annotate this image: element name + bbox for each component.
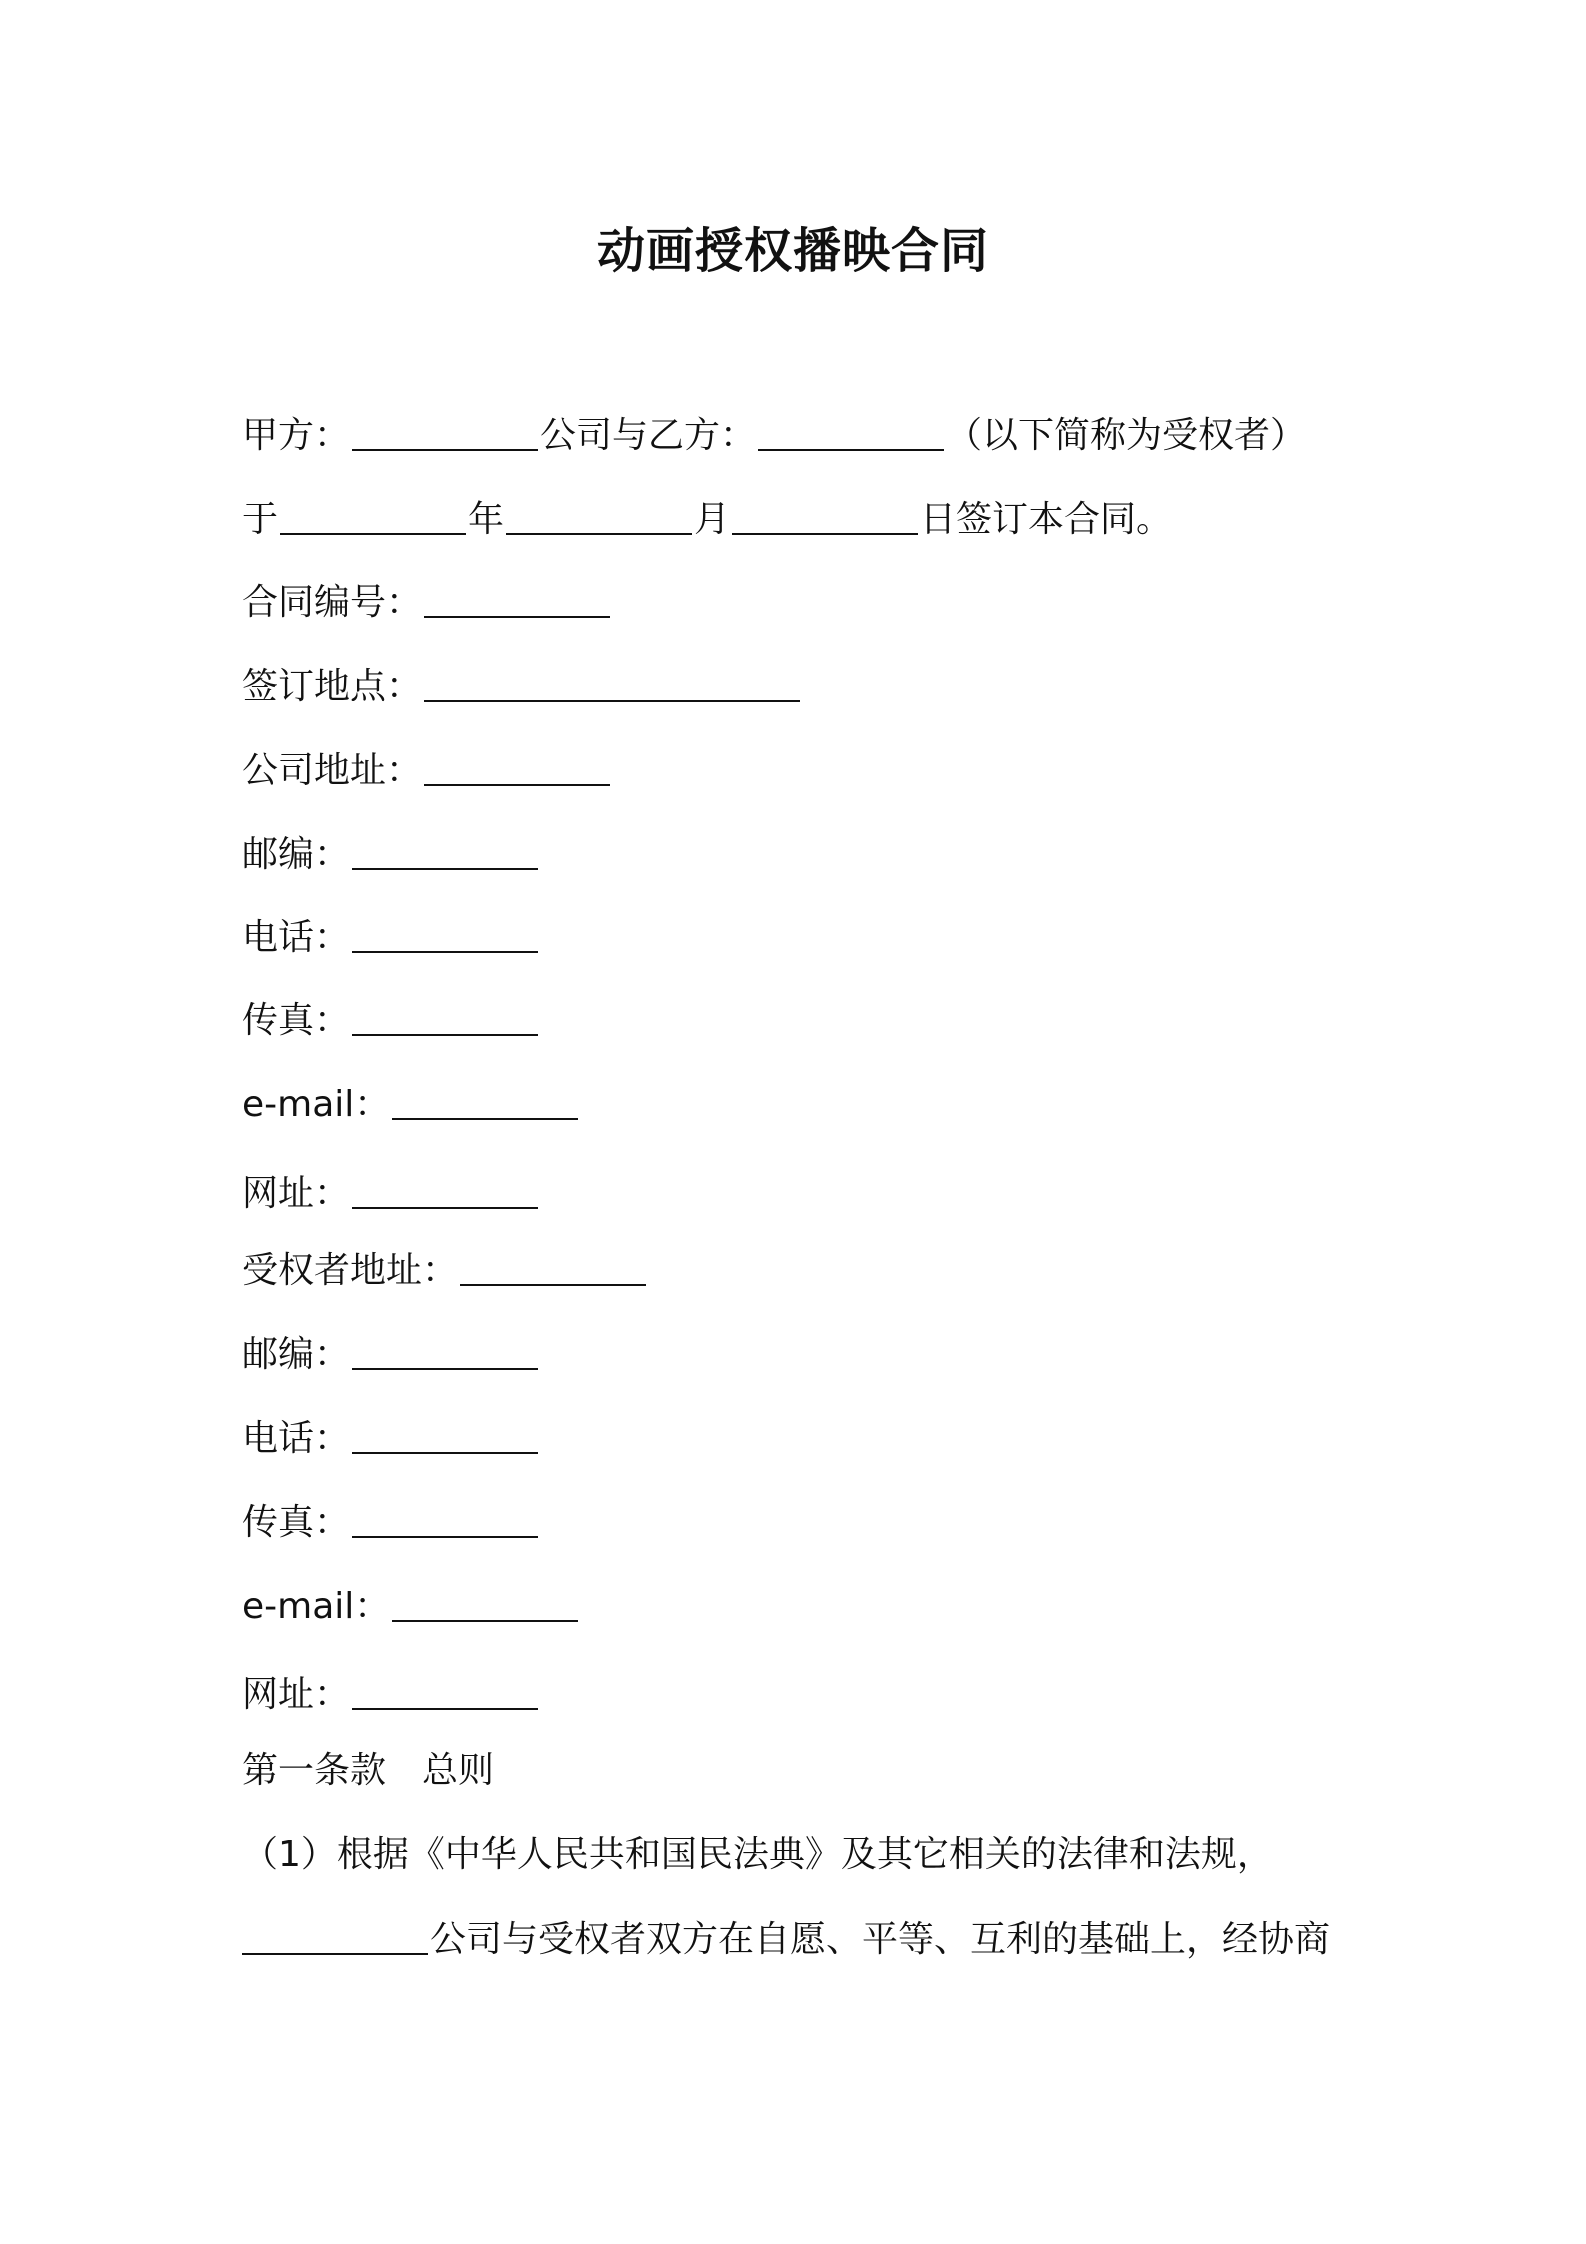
website-blank[interactable] [352, 1171, 538, 1209]
postcode-blank[interactable] [352, 832, 538, 870]
year-label: 年 [468, 499, 505, 540]
licensee-fax-blank[interactable] [352, 1500, 538, 1538]
date-line [242, 497, 1172, 542]
paragraph-line-2-text: 公司与受权者双方在自愿、平等、互利的基础上，经协商 [430, 1919, 1331, 1960]
fax-label: 传真： [242, 1000, 351, 1041]
contract-number-line [242, 580, 612, 625]
licensee-website-label: 网址： [242, 1674, 351, 1715]
fax-blank[interactable] [352, 998, 538, 1036]
licensee-fax-label: 传真： [242, 1502, 351, 1543]
contract-number-label: 合同编号： [242, 582, 423, 623]
licensee-email-blank[interactable] [392, 1584, 578, 1622]
date-prefix: 于 [242, 499, 279, 540]
licensee-website-blank[interactable] [352, 1672, 538, 1710]
licensee-email-label: e-mail： [242, 1586, 391, 1627]
licensee-postcode-blank[interactable] [352, 1332, 538, 1370]
website-line [242, 1171, 540, 1216]
licensee-postcode-label: 邮编： [242, 1334, 351, 1375]
licensee-phone-line [242, 1416, 540, 1461]
licensee-address-blank[interactable] [460, 1248, 646, 1286]
company-address-line [242, 748, 612, 793]
website-label: 网址： [242, 1173, 351, 1214]
year-blank[interactable] [280, 497, 466, 535]
party-b-label: 公司与乙方： [540, 415, 757, 456]
party-a-label: 甲方： [242, 415, 351, 456]
document-title: 动画授权播映合同 [596, 223, 989, 279]
contract-number-blank[interactable] [424, 580, 610, 618]
email-blank[interactable] [392, 1082, 578, 1120]
email-line [242, 1082, 580, 1127]
party-b-blank[interactable] [758, 413, 944, 451]
postcode-label: 邮编： [242, 834, 351, 875]
email-label: e-mail： [242, 1084, 391, 1125]
date-suffix: 日签订本合同。 [920, 499, 1173, 540]
company-address-blank[interactable] [424, 748, 610, 786]
company-address-label: 公司地址： [242, 750, 423, 791]
licensee-phone-blank[interactable] [352, 1416, 538, 1454]
licensee-website-line [242, 1672, 540, 1717]
licensee-postcode-line [242, 1332, 540, 1377]
phone-label: 电话： [242, 917, 351, 958]
party-a-blank[interactable] [352, 413, 538, 451]
paragraph-line-1: （1）根据《中华人民共和国民法典》及其它相关的法律和法规， [242, 1834, 1273, 1875]
phone-line [242, 915, 540, 960]
month-label: 月 [694, 499, 731, 540]
month-blank[interactable] [506, 497, 692, 535]
licensee-phone-label: 电话： [242, 1418, 351, 1459]
licensee-fax-line [242, 1500, 540, 1545]
licensee-email-line [242, 1584, 580, 1629]
party-line [242, 413, 1306, 458]
day-blank[interactable] [732, 497, 918, 535]
licensee-address-label: 受权者地址： [242, 1250, 459, 1291]
company-name-blank[interactable] [242, 1917, 428, 1955]
article-one-heading: 第一条款 总则 [242, 1750, 495, 1791]
licensee-note: （以下简称为受权者） [946, 415, 1307, 456]
paragraph-line-2 [242, 1917, 1330, 1962]
sign-place-blank[interactable] [424, 664, 800, 702]
licensee-address-line [242, 1248, 648, 1293]
sign-place-label: 签订地点： [242, 666, 423, 707]
fax-line [242, 998, 540, 1043]
sign-place-line [242, 664, 802, 709]
phone-blank[interactable] [352, 915, 538, 953]
postcode-line [242, 832, 540, 877]
